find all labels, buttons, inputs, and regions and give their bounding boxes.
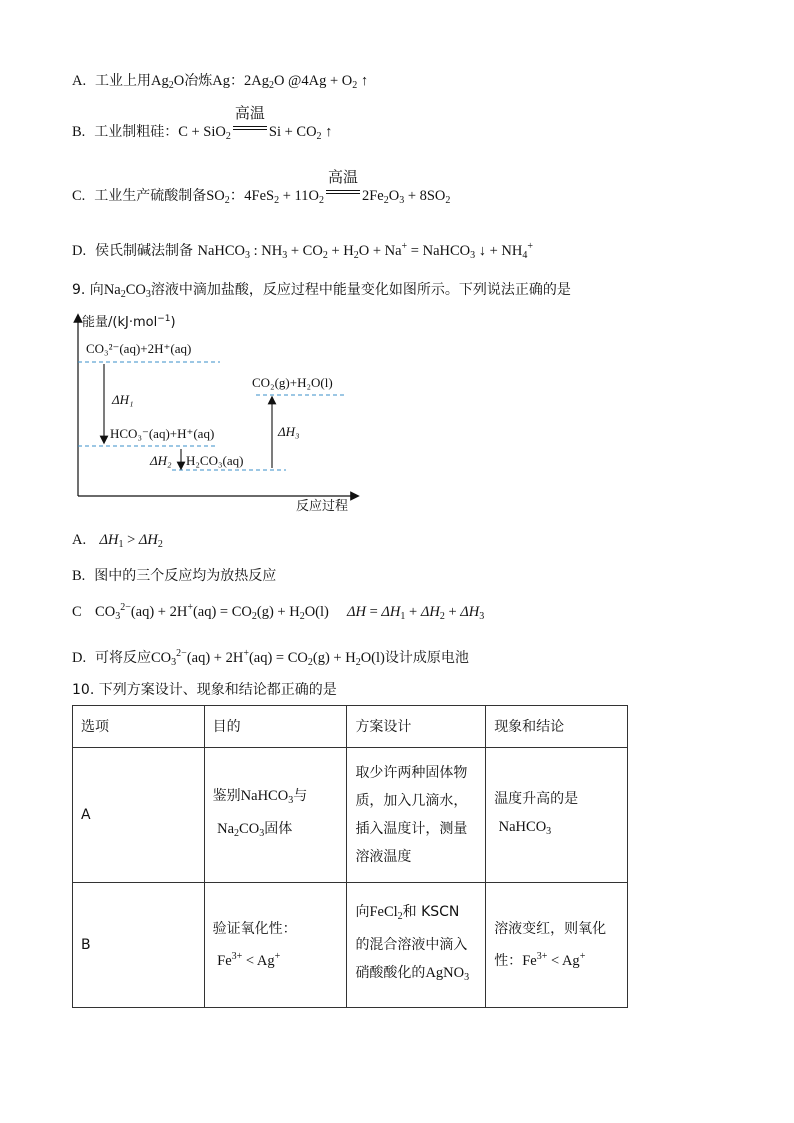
- row-b-purpose: 验证氧化性： $Fe^{3+} < Ag^+$: [204, 883, 347, 1008]
- q9-option-d: D. 可将反应$CO_3^{2-}(aq) + 2H^+(aq) = CO_2(g) + H_2O(l)$设计成原电池: [72, 648, 469, 668]
- header-purpose: 目的: [204, 706, 347, 748]
- header-option: 选项: [73, 706, 205, 748]
- row-a-purpose: 鉴别NaHCO$_3$与 $Na_2CO_3$固体: [204, 748, 347, 883]
- row-a-result: 温度升高的是 NaHCO$_3$: [486, 748, 628, 883]
- header-design: 方案设计: [347, 706, 486, 748]
- row-b-option: B: [73, 883, 205, 1008]
- row-b-design: 向FeCl$_2$和 KSCN 的混合溶液中滴入 硝酸酸化的AgNO$_3$: [347, 883, 486, 1008]
- q8-option-b: B. 工业制粗硅：C + SiO$_2$ 高温 $Si + CO_2$ ↑: [72, 104, 333, 142]
- level2-label: HCO₃⁻(aq)+H⁺(aq): [110, 426, 215, 441]
- header-result: 现象和结论: [486, 706, 628, 748]
- row-a-design: 取少许两种固体物 质，加入几滴水， 插入温度计，测量 溶液温度: [347, 748, 486, 883]
- level1-label: CO₃²⁻(aq)+2H⁺(aq): [86, 341, 192, 356]
- level4-label: CO₂(g)+H₂O(l): [252, 375, 333, 390]
- x-axis-label: 反应过程: [296, 499, 349, 514]
- q9-option-b: B. 图中的三个反应均为放热反应: [72, 568, 277, 584]
- table-header-row: [73, 706, 628, 748]
- q9-stem: 9. 向$Na_2CO_3$溶液中滴加盐酸，反应过程中能量变化如图所示。下列说法正确的是: [72, 282, 571, 300]
- dh2-label: ΔH₂: [150, 453, 172, 468]
- high-temp-condition: 高温: [233, 122, 267, 142]
- level3-label: H₂CO₃(aq): [186, 453, 244, 468]
- high-temp-condition-c: 高温: [326, 186, 360, 206]
- y-axis-label: 能量/(kJ·mol$^{-1}$): [82, 314, 176, 330]
- energy-diagram: [60, 310, 370, 518]
- q8-option-a: A. 工业上用$Ag_2O$冶炼Ag：$2Ag_2O$ @4Ag + $O_2$ ↑: [72, 73, 369, 91]
- table-row-b: [73, 883, 628, 1008]
- q8-option-d: D. 侯氏制碱法制备 NaHCO$_3$ : $NH_3 + CO_2 + H_2O + Na^+$ = NaHCO$_3$ ↓ + $NH_4^+$: [72, 241, 534, 261]
- row-b-result: 溶液变红，则氧化 性：$Fe^{3+} < Ag^+$: [486, 883, 628, 1008]
- table-row-a: [73, 748, 628, 883]
- q9-option-a: A. $\Delta H_1 > \Delta H_2$: [72, 532, 163, 550]
- q8-option-c: C. 工业生产硫酸制备$SO_2$：$4FeS_2 + 11O_2$ 高温 $2Fe_2O_3 + 8SO_2$: [72, 168, 451, 206]
- row-a-option: A: [73, 748, 205, 883]
- dh3-label: ΔH₃: [278, 424, 300, 439]
- q10-stem: 10. 下列方案设计、现象和结论都正确的是: [72, 682, 337, 698]
- q9-option-c: C $CO_3^{2-}(aq) + 2H^+(aq) = CO_2(g) + H_2O(l)$ $\Delta H = \Delta H_1 + \Delta H_2 + \Delta H_3$: [72, 602, 485, 622]
- q10-table: [72, 705, 628, 1008]
- dh1-label: ΔH₁: [112, 392, 134, 407]
